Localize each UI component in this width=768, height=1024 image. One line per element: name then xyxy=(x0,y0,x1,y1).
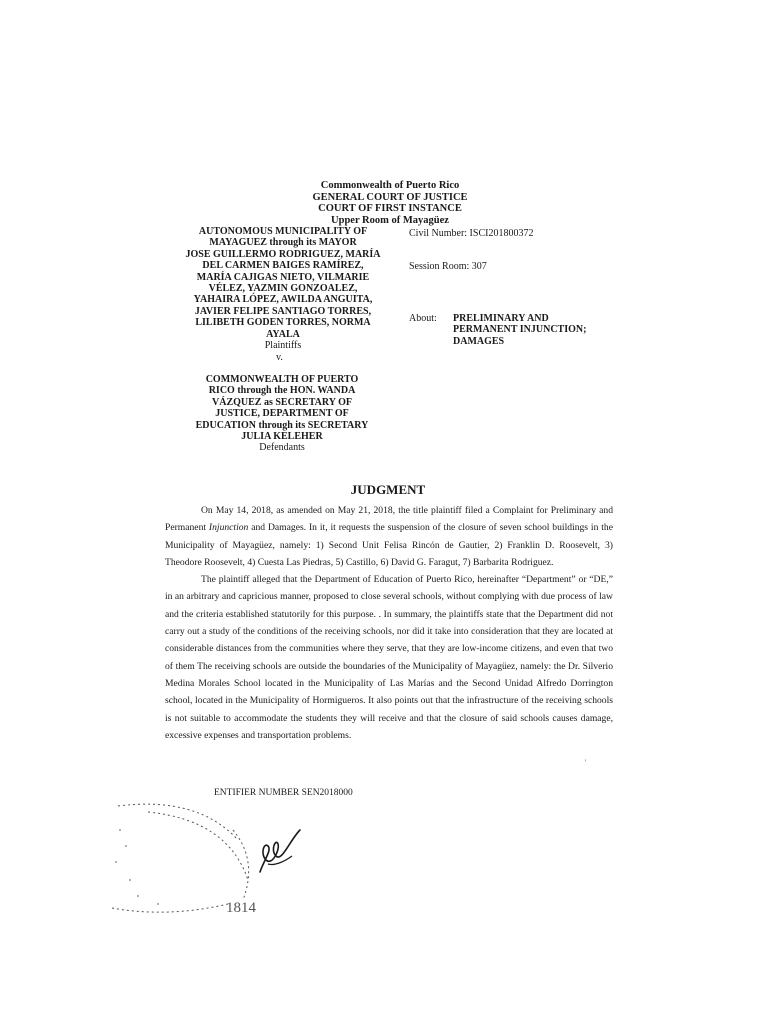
about-line: DAMAGES xyxy=(453,335,505,347)
stamp-number: 1814 xyxy=(226,900,256,916)
session-room: Session Room: 307 xyxy=(409,261,487,272)
paragraph-1-end: and Damages. In it, it requests the suspension of the closure of seven school buildings in the Municipality of Mayagüez, namely: 1) Second Unit Felisa Rincón de Gautier, 2) Franklin D. Roosevelt, 3) Theodore Roosevelt, 4) Cuesta Las Piedras, 5) Castillo, 6) David G. Faragut, 7) Barbarita Rodriguez. xyxy=(165,522,613,568)
plaintiff-line: LILIBETH GODEN TORRES, NORMA xyxy=(195,317,371,329)
plaintiff-line: VÉLEZ, YAZMIN GONZOALEZ, xyxy=(208,283,358,295)
defendant-line: JULIA KELEHER xyxy=(241,431,323,443)
paragraph-1 xyxy=(165,502,613,571)
about-value xyxy=(453,313,586,347)
plaintiff-line: AYALA xyxy=(266,328,300,340)
handwritten-signature xyxy=(254,820,314,880)
versus-label: v. xyxy=(276,352,283,363)
about-label: About: xyxy=(409,313,437,324)
plaintiff-line: YAHAIRA LÓPEZ, AWILDA ANGUITA, xyxy=(193,294,373,306)
judgment-body xyxy=(165,502,613,744)
defendant-line: RICO through the HON. WANDA xyxy=(208,385,356,397)
plaintiff-line: AUTONOMOUS MUNICIPALITY OF xyxy=(198,226,368,237)
civil-number: Civil Number: ISCI201800372 xyxy=(409,228,534,239)
plaintiff-line: JOSE GUILLERMO RODRIGUEZ, MARÍA xyxy=(185,248,381,260)
paragraph-1-start: On May 14, 2018, as amended on May 21, 2018, the title plaintiff filed a Complaint for Preliminary and Permanent xyxy=(165,505,613,534)
plaintiff-line: MARÍA CAJIGAS NIETO, VILMARIE xyxy=(196,271,370,283)
stray-mark: ' xyxy=(585,758,587,767)
defendant-line: VÁZQUEZ as SECRETARY OF xyxy=(212,396,352,408)
about-line: PRELIMINARY AND xyxy=(453,313,549,324)
injunction-italic: Injunction xyxy=(208,522,249,534)
judgment-title: JUDGMENT xyxy=(350,482,426,497)
plaintiffs-role-label: Plaintiffs xyxy=(264,340,302,352)
plaintiffs-block xyxy=(168,226,398,351)
plaintiff-line: JAVIER FELIPE SANTIAGO TORRES, xyxy=(194,305,372,317)
defendants-block xyxy=(176,374,388,454)
plaintiff-line: MAYAGUEZ through its MAYOR xyxy=(209,237,357,249)
defendant-line: JUSTICE, DEPARTMENT OF xyxy=(215,408,349,420)
first-instance-line: COURT OF FIRST INSTANCE xyxy=(318,203,462,214)
commonwealth-line: Commonwealth of Puerto Rico xyxy=(320,180,460,191)
defendants-role-label: Defendants xyxy=(259,442,305,454)
identifier-number: ENTIFIER NUMBER SEN2018000 xyxy=(214,788,353,798)
plaintiff-line: DEL CARMEN BAIGES RAMÍREZ, xyxy=(202,260,364,272)
about-section xyxy=(409,313,629,347)
upper-room-line: Upper Room of Mayagüez xyxy=(331,214,449,226)
defendant-line: COMMONWEALTH OF PUERTO xyxy=(205,374,359,385)
about-line: PERMANENT INJUNCTION; xyxy=(453,324,587,336)
defendant-line: EDUCATION through its SECRETARY xyxy=(195,419,369,431)
court-header xyxy=(250,180,530,226)
paragraph-2: The plaintiff alleged that the Department of Education of Puerto Rico, hereinafter “Department” or “DE,” in an arbitrary and capricious manner, proposed to close several schools, without complying with due process of law and the criteria established statutorily for this purpose. . In summary, the plaintiffs state that the Department did not carry out a study of the conditions of the receiving schools, nor did it take into consideration that they are located at considerable distances from the communities where they serve, that they are low-income citizens, and even that two of them The receiving schools are outside the boundaries of the Municipality of Mayagüez, namely: the Dr. Silverio Medina Morales School located in the Municipality of Las Marías and the Second Unidad Alfredo Dorrington school, located in the Municipality of Hormigueros. It also points out that the infrastructure of the receiving schools is not suitable to accommodate the students they will receive and that the closure of said schools causes damage, excessive expenses and transportation problems. xyxy=(165,574,613,741)
general-court-line: GENERAL COURT OF JUSTICE xyxy=(312,191,468,203)
